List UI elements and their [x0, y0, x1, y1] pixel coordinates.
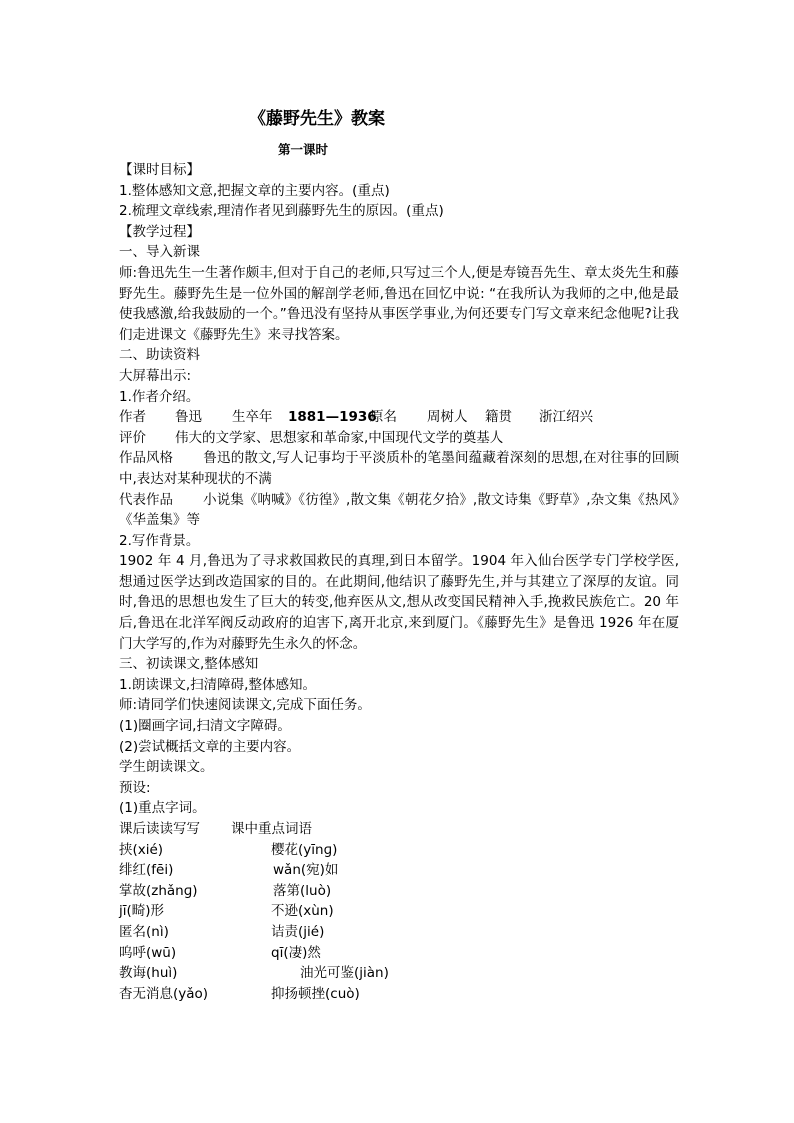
keywords-heading: (1)重点字词。: [119, 800, 206, 817]
vocab-word: 绯红(fēi): [119, 862, 174, 879]
background-paragraph: 1902 年 4 月,鲁迅为了寻求救国救民的真理,到日本留学。1904 年入仙台医学专门学校学医,想通过医学达到改造国家的目的。在此期间,他结识了藤野先生,并与其建立了深厚的友谊。同时,鲁迅的思想也发生了巨大的转变,他弃医从文,想从改变国民精神入手,挽救民族危亡。20 年后,鲁迅在北洋军阀反动政府的迫害下,离开北京,来到厦门。《藤野先生》是鲁迅 1926 年在厦门大学写的,作为对藤野先生永久的怀念。: [119, 553, 679, 652]
vocab-column-header: 课后读读写写: [119, 821, 200, 837]
students-reading: 学生朗读课文。: [119, 759, 214, 776]
goal-item: 1.整体感知文意,把握文章的主要内容。(重点): [119, 182, 390, 199]
vocab-column-headers: [119, 819, 679, 840]
vocab-word: 掌故(zhǎnɡ): [119, 882, 198, 899]
vocab-row: [119, 943, 679, 964]
original-name-value: 周树人: [427, 409, 468, 426]
reading-item: 1.朗读课文,扫清障碍,整体感知。: [119, 676, 316, 693]
document-title: 《藤野先生》教案: [249, 109, 385, 129]
document-body: [119, 160, 679, 1004]
teacher-instruction: 师:请同学们快速阅读课文,完成下面任务。: [119, 697, 371, 714]
screen-label: 大屏幕出示:: [119, 367, 192, 384]
years-label: 生卒年: [232, 409, 273, 426]
process-heading: 【教学过程】: [119, 223, 200, 240]
vocab-word: 落第(luò): [273, 882, 332, 899]
vocab-word: qī(凄)然: [271, 944, 321, 961]
vocab-word: 油光可鉴(jiàn): [300, 965, 389, 982]
works-text: 小说集《呐喊》《彷徨》,散文集《朝花夕拾》,散文诗集《野草》,杂文集《热风》《华盖集》等: [119, 491, 679, 529]
section-heading: 二、助读资料: [119, 347, 200, 364]
native-place-label: 籍贯: [485, 409, 512, 426]
lesson-title: 第一课时: [277, 142, 328, 157]
vocab-word: 教诲(huì): [119, 965, 178, 982]
goals-heading: 【课时目标】: [119, 162, 200, 178]
section-heading: 一、导入新课: [119, 244, 200, 261]
goal-item: 2.梳理文章线索,理清作者见到藤野先生的原因。(重点): [119, 203, 444, 220]
native-place-value: 浙江绍兴: [539, 409, 593, 426]
task-item: (2)尝试概括文章的主要内容。: [119, 738, 301, 755]
vocab-word: 樱花(yīnɡ): [271, 841, 338, 858]
style-text: 鲁迅的散文,写人记事均于平淡质朴的笔墨间蕴藏着深刻的思想,在对往事的回顾中,表达对某种现状的不满: [119, 450, 679, 487]
vocab-row: [119, 840, 679, 861]
author-label: 作者: [119, 409, 146, 426]
vocab-word: jī(畸)形: [119, 903, 165, 920]
author-info-row: [119, 407, 679, 428]
works-label: 代表作品: [119, 491, 173, 508]
vocab-word: 杳无消息(yǎo): [119, 985, 209, 1002]
vocab-word: wǎn(宛)如: [273, 862, 339, 879]
background-heading: 2.写作背景。: [119, 532, 200, 549]
vocab-word: 挟(xié): [119, 841, 164, 858]
evaluation-text: 伟大的文学家、思想家和革命家,中国现代文学的奠基人: [175, 429, 504, 446]
preset-label: 预设:: [119, 779, 151, 796]
task-item: (1)圈画字词,扫清文字障碍。: [119, 718, 291, 735]
author-value: 鲁迅: [175, 409, 202, 426]
vocab-word: 抑扬顿挫(cuò): [271, 985, 360, 1002]
intro-paragraph: 师:鲁迅先生一生著作颇丰,但对于自己的老师,只写过三个人,便是寿镜吾先生、章太炎先生和藤野先生。藤野先生是一位外国的解剖学老师,鲁迅在回忆中说: “在我所认为我师的之中,他是最使我感激,给我鼓励的一个。”鲁迅没有坚持从事医学事业,为何还要专门写文章来纪念他呢?让我们走进课文《藤野先生》来寻找答案。: [119, 264, 679, 343]
vocab-row: [119, 963, 679, 984]
author-intro-heading: 1.作者介绍。: [119, 388, 200, 405]
evaluation-row: [119, 428, 679, 449]
style-row: [119, 448, 679, 489]
vocab-row: [119, 881, 679, 902]
vocab-column-header: 课中重点词语: [231, 821, 312, 837]
vocab-row: [119, 922, 679, 943]
vocab-word: 匿名(nì): [119, 923, 169, 940]
vocab-word: 诘责(jié): [271, 923, 325, 940]
vocab-word: 呜呼(wū): [119, 944, 177, 961]
vocab-row: [119, 901, 679, 922]
vocab-row: [119, 860, 679, 881]
original-name-label: 原名: [370, 409, 397, 426]
works-row: [119, 490, 679, 531]
style-label: 作品风格: [119, 450, 173, 467]
evaluation-label: 评价: [119, 429, 146, 446]
vocab-word: 不逊(xùn): [271, 903, 334, 920]
section-heading: 三、初读课文,整体感知: [119, 656, 259, 673]
years-value: 1881—1936: [288, 409, 377, 426]
vocab-row: [119, 984, 679, 1005]
